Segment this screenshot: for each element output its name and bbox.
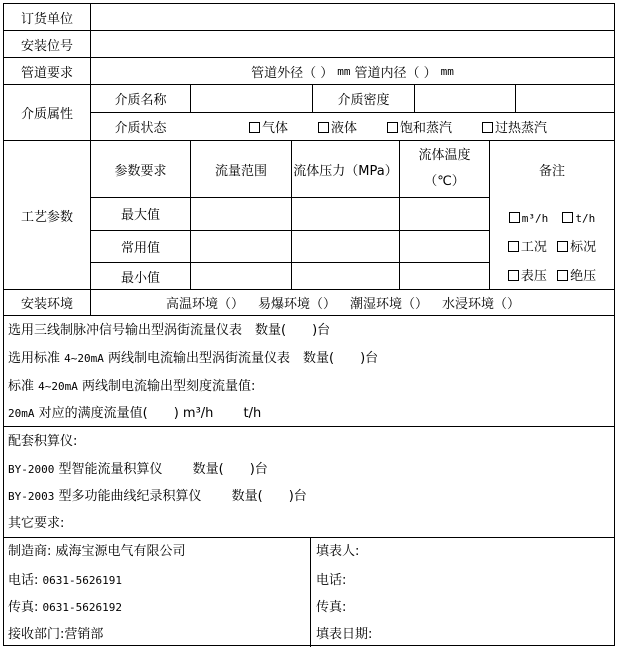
pipe-requirement-label: 管道要求 <box>20 65 73 81</box>
pipe-requirement-field[interactable] <box>91 58 614 84</box>
fill-date-field[interactable]: 填表日期: <box>316 627 373 642</box>
process-parameters-label: 工艺参数 <box>20 209 73 225</box>
remark-option-gauge[interactable]: 表压 <box>508 262 547 291</box>
filler-fax-field[interactable]: 传真: <box>316 600 347 615</box>
temperature-min-field[interactable] <box>400 263 489 289</box>
selection-line-fullscale: 20mA 对应的满度流量值( ) m³/h t/h <box>8 406 262 421</box>
pipe-outer-label: 管道外径 <box>251 65 304 81</box>
medium-state-label: 介质状态 <box>114 121 167 136</box>
pipe-inner-unit: mm <box>440 64 454 78</box>
install-env-options <box>91 290 614 315</box>
selection-line-pulse: 选用三线制脉冲信号输出型涡街流量仪表 数量( )台 <box>8 323 331 338</box>
param-header-flow-range: 流量范围 <box>214 163 267 179</box>
selection-line-current: 选用标准 4~20mA 两线制电流输出型涡街流量仪表 数量( )台 <box>8 351 379 366</box>
remark-option-working[interactable]: 工况 <box>508 233 547 262</box>
manufacturer: 制造商: 威海宝源电气有限公司 <box>8 544 186 559</box>
checkbox-icon[interactable] <box>562 212 573 223</box>
temperature-normal-field[interactable] <box>400 231 489 262</box>
medium-density-extra-field[interactable] <box>516 85 614 112</box>
pipe-outer-value[interactable]: （ ） <box>303 65 334 81</box>
medium-properties-label: 介质属性 <box>20 107 73 122</box>
receiving-department: 接收部门:营销部 <box>8 627 104 642</box>
order-unit-field[interactable] <box>91 4 614 30</box>
selection-line-scale: 标准 4~20mA 两线制电流输出型刻度流量值: <box>8 379 256 394</box>
manufacturer-phone: 电话: 0631-5626191 <box>8 573 122 588</box>
checkbox-icon[interactable] <box>509 212 520 223</box>
checkbox-icon[interactable] <box>508 241 519 252</box>
medium-state-options <box>191 113 614 140</box>
checkbox-icon[interactable] <box>249 122 260 133</box>
row-label-normal: 常用值 <box>120 241 160 256</box>
medium-density-field[interactable] <box>415 85 515 112</box>
remarks-options <box>490 198 614 289</box>
other-requirements: 其它要求: <box>8 516 65 531</box>
remarks-row-unit <box>509 204 596 233</box>
checkbox-icon[interactable] <box>318 122 329 133</box>
state-option-liquid[interactable]: 液体 <box>318 117 357 136</box>
env-option-humid[interactable]: 潮湿环境（） <box>350 297 429 312</box>
param-header-pressure: 流体压力（MPa） <box>293 163 398 179</box>
flow-normal-field[interactable] <box>191 231 291 262</box>
param-header-temperature: 流体温度 （℃） <box>418 148 471 189</box>
state-option-gas[interactable]: 气体 <box>249 117 288 136</box>
temperature-max-field[interactable] <box>400 198 489 230</box>
pipe-inner-value[interactable]: （ ） <box>406 65 437 81</box>
integrator-item-by2000: BY-2000 型智能流量积算仪 数量( )台 <box>8 462 268 477</box>
install-env-label: 安装环境 <box>20 297 73 312</box>
install-tag-label: 安装位号 <box>20 38 73 54</box>
pressure-normal-field[interactable] <box>292 231 399 262</box>
order-form <box>3 3 615 646</box>
row-label-min: 最小值 <box>120 270 160 286</box>
checkbox-icon[interactable] <box>557 270 568 281</box>
param-header-remarks: 备注 <box>538 163 565 179</box>
manufacturer-fax: 传真: 0631-5626192 <box>8 600 122 615</box>
row-label-max: 最大值 <box>120 208 160 223</box>
checkbox-icon[interactable] <box>508 270 519 281</box>
checkbox-icon[interactable] <box>387 122 398 133</box>
checkbox-icon[interactable] <box>557 241 568 252</box>
state-option-saturated-steam[interactable]: 饱和蒸汽 <box>387 117 452 136</box>
integrator-title: 配套积算仪: <box>8 434 78 449</box>
install-tag-field[interactable] <box>91 31 614 57</box>
state-option-superheated-steam[interactable]: 过热蒸汽 <box>482 117 547 136</box>
filler-phone-field[interactable]: 电话: <box>316 573 347 588</box>
filler-name-field[interactable]: 填表人: <box>316 544 360 559</box>
env-option-water[interactable]: 水浸环境（） <box>442 297 521 312</box>
remark-option-standard[interactable]: 标况 <box>557 233 596 262</box>
medium-density-label: 介质密度 <box>337 93 390 108</box>
remark-option-th[interactable]: t/h <box>562 204 595 233</box>
param-header-requirement: 参数要求 <box>114 163 167 179</box>
pressure-min-field[interactable] <box>292 263 399 289</box>
pipe-inner-label: 管道内径 <box>354 65 407 81</box>
flow-min-field[interactable] <box>191 263 291 289</box>
remarks-row-pressure <box>508 262 596 291</box>
remark-option-m3h[interactable]: m³/h <box>509 204 549 233</box>
order-unit-label: 订货单位 <box>20 11 73 27</box>
env-option-explosive[interactable]: 易爆环境（） <box>258 297 337 312</box>
integrator-item-by2003: BY-2003 型多功能曲线纪录积算仪 数量( )台 <box>8 489 307 504</box>
medium-name-label: 介质名称 <box>114 93 167 108</box>
env-option-high-temp[interactable]: 高温环境（） <box>166 297 245 312</box>
remark-option-absolute[interactable]: 绝压 <box>557 262 596 291</box>
remarks-row-condition <box>508 233 596 262</box>
pressure-max-field[interactable] <box>292 198 399 230</box>
flow-max-field[interactable] <box>191 198 291 230</box>
pipe-outer-unit: mm <box>337 64 351 78</box>
medium-name-field[interactable] <box>191 85 312 112</box>
checkbox-icon[interactable] <box>482 122 493 133</box>
